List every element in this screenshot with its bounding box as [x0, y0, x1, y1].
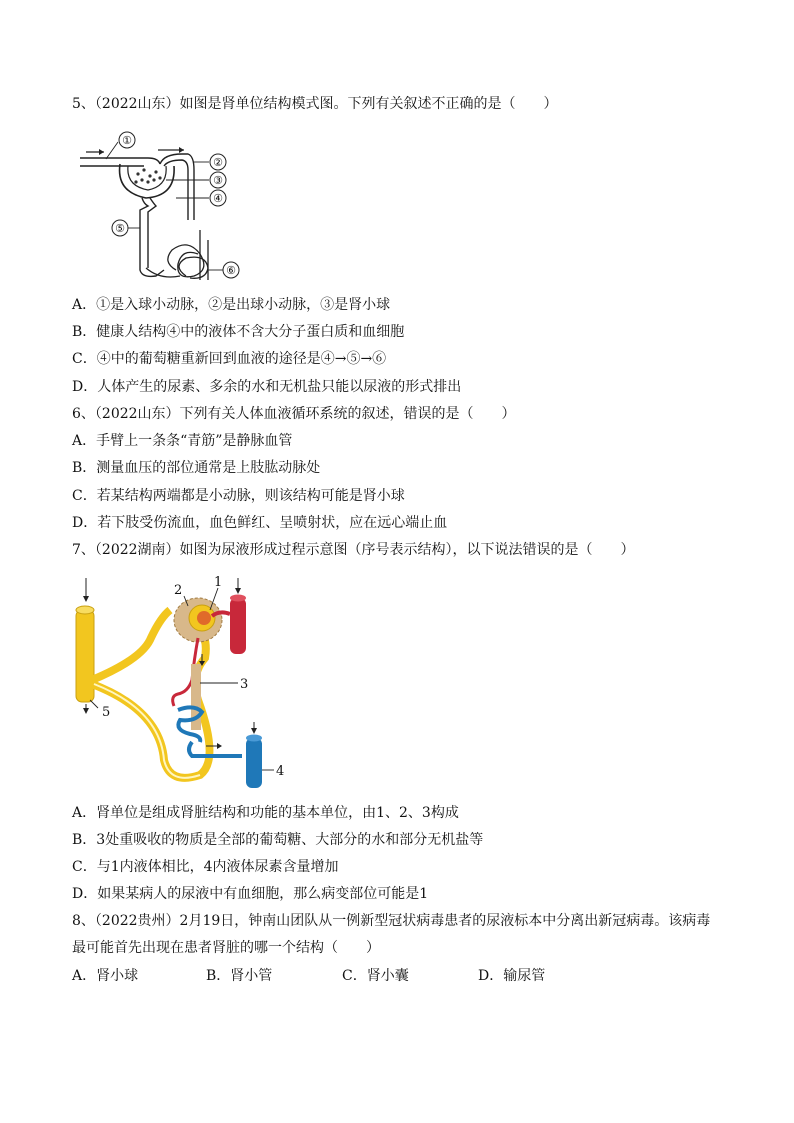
q8-stem-line1: 8、（2022贵州）2月19日，钟南山团队从一例新型冠状病毒患者的尿液标本中分离出新冠病毒。该病毒 — [72, 913, 711, 929]
q6-option-b: B．测量血压的部位通常是上肢肱动脉处 — [72, 460, 321, 476]
q5-label-6: ⑥ — [226, 264, 236, 277]
q5-option-c: C．④中的葡萄糖重新回到血液的途径是④→⑤→⑥ — [72, 351, 387, 367]
q8-option-c: C．肾小囊 — [342, 968, 409, 984]
q8-option-d: D．输尿管 — [478, 968, 546, 984]
q6-option-d: D．若下肢受伤流血，血色鲜红、呈喷射状，应在远心端止血 — [72, 515, 448, 531]
q5-label-5: ⑤ — [115, 222, 125, 235]
q7-label-2: 2 — [174, 583, 183, 598]
q7-label-3: 3 — [240, 677, 249, 692]
q5-label-3: ③ — [213, 174, 223, 187]
q5-stem: 5、（2022山东）如图是肾单位结构模式图。下列有关叙述不正确的是（ ） — [72, 96, 558, 112]
q5-option-a: A．①是入球小动脉，②是出球小动脉，③是肾小球 — [72, 297, 391, 313]
q6-option-a: A．手臂上一条条“青筋”是静脉血管 — [72, 433, 293, 449]
q7-option-a: A．肾单位是组成肾脏结构和功能的基本单位，由1、2、3构成 — [72, 805, 459, 821]
q8-option-a: A．肾小球 — [72, 968, 139, 984]
q5-label-2: ② — [213, 156, 223, 169]
q7-label-4: 4 — [276, 764, 285, 779]
q5-option-b: B．健康人结构④中的液体不含大分子蛋白质和血细胞 — [72, 324, 405, 340]
urine-formation-diagram — [70, 570, 300, 795]
nephron-diagram — [76, 130, 256, 285]
q6-option-c: C．若某结构两端都是小动脉，则该结构可能是肾小球 — [72, 488, 405, 504]
q7-stem: 7、（2022湖南）如图为尿液形成过程示意图（序号表示结构），以下说法错误的是（ ） — [72, 542, 635, 558]
q7-option-d: D．如果某病人的尿液中有血细胞，那么病变部位可能是1 — [72, 886, 429, 902]
q7-option-b: B．3处重吸收的物质是全部的葡萄糖、大部分的水和部分无机盐等 — [72, 832, 484, 848]
q5-label-1: ① — [122, 134, 132, 147]
q8-stem-line2: 最可能首先出现在患者肾脏的哪一个结构（ ） — [72, 940, 380, 956]
q8-option-b: B．肾小管 — [206, 968, 273, 984]
q5-label-4: ④ — [213, 192, 223, 205]
q7-option-c: C．与1内液体相比，4内液体尿素含量增加 — [72, 859, 339, 875]
q7-label-1: 1 — [214, 575, 223, 590]
q5-option-d: D．人体产生的尿素、多余的水和无机盐只能以尿液的形式排出 — [72, 379, 462, 395]
q6-stem: 6、（2022山东）下列有关人体血液循环系统的叙述，错误的是（ ） — [72, 406, 516, 422]
q7-label-5: 5 — [102, 705, 111, 720]
